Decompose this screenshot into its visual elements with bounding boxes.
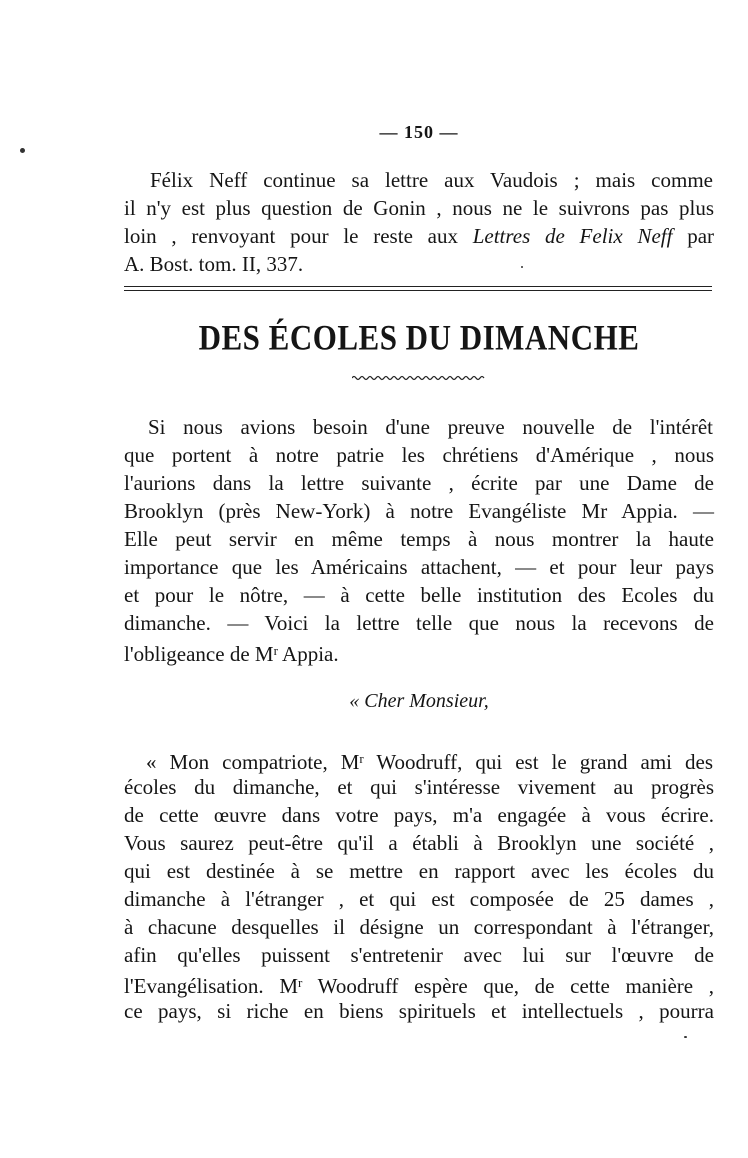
page-number: — 150 — [379,122,459,142]
text-run: M [279,974,299,998]
book-title: Lettres de Felix Neff [472,224,673,248]
text-run: loin , renvoyant pour le reste aux [124,224,473,248]
text-line: Félix Neff continue sa lettre aux Vaudois ; mais comme [150,168,713,192]
ornament-flourish [352,374,486,382]
scan-speck [20,148,25,153]
text-line: afin qu'elles puissent s'entretenir avec lui sur l'œuvre de [124,943,714,967]
text-line: et pour le nôtre, — à cette belle institution des Ecoles du [124,583,714,607]
section-divider-top [124,286,712,287]
text-line: à chacune desquelles il désigne un correspondant à l'étranger, [124,915,714,939]
text-line [146,745,713,776]
text-line: importance que les Américains attachent, — et pour leur pays [124,555,714,579]
text-run: M [254,642,274,666]
text-run: « Mon compatriote, [146,750,341,774]
text-line: dimanche. — Voici la lettre telle que nous la recevons de [124,611,714,635]
text-line: il n'y est plus question de Gonin , nous ne le suivrons pas plus [124,196,714,220]
text-line: ce pays, si riche en biens spirituels et intellectuels , pourra [124,999,714,1023]
text-line: Brooklyn (près New-York) à notre Evangéliste Mr Appia. — [124,499,714,523]
superscript: r [298,975,303,990]
letter-salutation: « Cher Monsieur, [349,690,489,712]
text-line: de cette œuvre dans votre pays, m'a engagée à vous écrire. [124,803,714,827]
text-line: qui est destinée à se mettre en rapport avec les écoles du [124,859,714,883]
text-line: Elle peut servir en même temps à nous montrer la haute [124,527,714,551]
text-run: par [672,224,715,248]
text-run: l'obligeance de [124,642,255,666]
text-line: dimanche à l'étranger , et qui est composée de 25 dames , [124,887,714,911]
scan-speck [521,266,523,268]
superscript: r [359,751,364,766]
text-line: A. Bost. tom. II, 337. [124,252,304,276]
text-run: Appia. [277,642,339,666]
text-line [124,637,714,668]
text-line [124,969,714,1000]
text-line [124,222,714,250]
text-run: M [340,750,360,774]
superscript: r [273,643,278,658]
text-line: que portent à notre patrie les chrétiens d'Amérique , nous [124,443,714,467]
text-line: Vous saurez peut-être qu'il a établi à Brooklyn une société , [124,831,714,855]
scan-speck [684,1036,687,1038]
section-heading: DES ÉCOLES DU DIMANCHE [198,317,640,358]
text-run: Woodruff, qui est le grand ami des [363,750,714,774]
text-line: écoles du dimanche, et qui s'intéresse vivement au progrès [124,775,714,799]
section-divider-bottom [124,290,712,291]
text-run: Woodruff espère que, de cette manière , [302,974,715,998]
text-run: l'Evangélisation. [124,974,280,998]
text-line: Si nous avions besoin d'une preuve nouvelle de l'intérêt [148,415,713,439]
text-line: l'aurions dans la lettre suivante , écrite par une Dame de [124,471,714,495]
